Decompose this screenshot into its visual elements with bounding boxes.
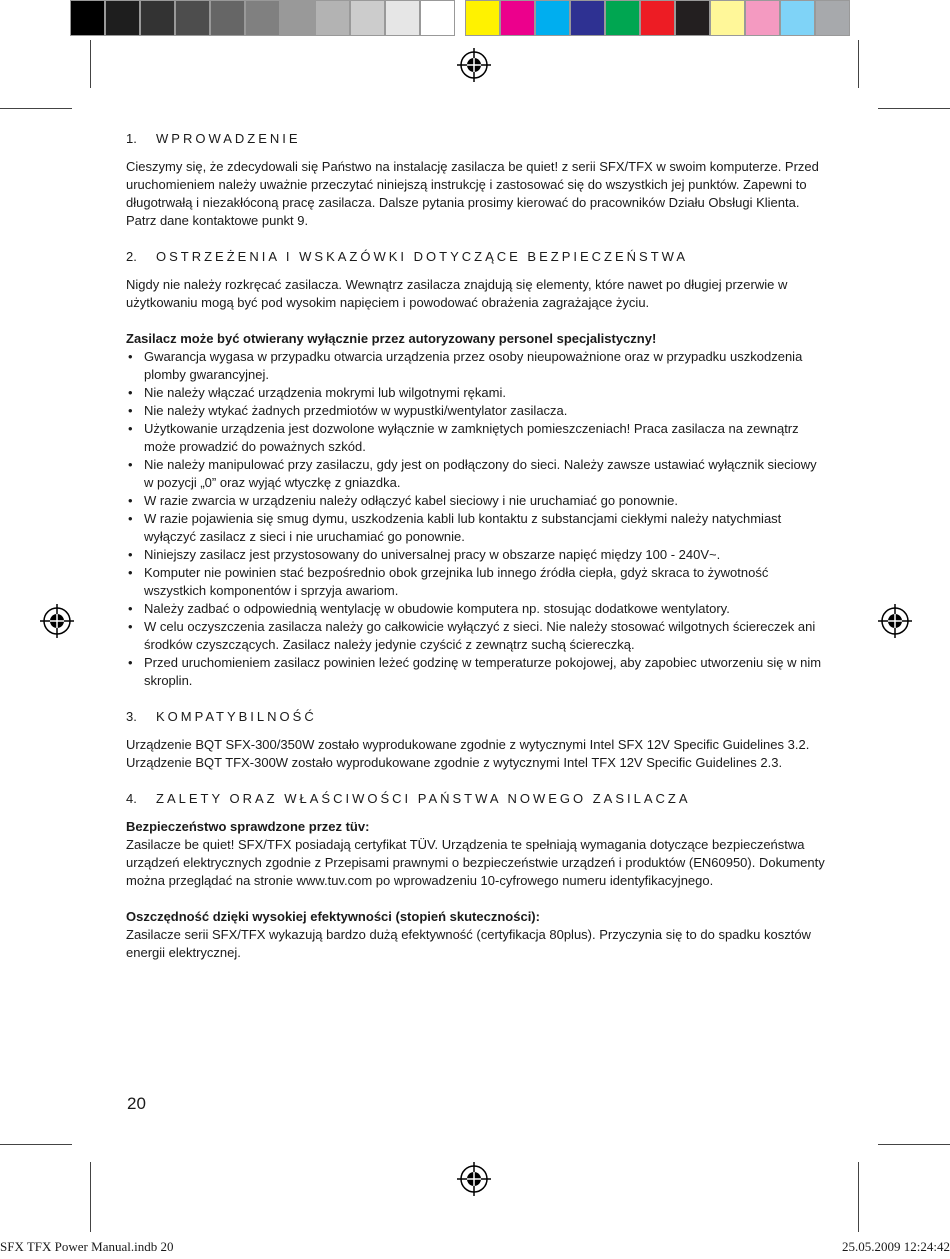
swatch	[245, 0, 280, 36]
crop-mark	[0, 1144, 72, 1145]
swatch	[105, 0, 140, 36]
footer-filename: SFX TFX Power Manual.indb 20	[0, 1239, 174, 1254]
paragraph: Zasilacze serii SFX/TFX wykazują bardzo dużą efektywność (certyfikacja 80plus). Przyczynia się to do spadku kosztów energii elektrycznej.	[126, 927, 811, 960]
swatch	[210, 0, 245, 36]
crop-mark	[90, 1162, 91, 1232]
bullet-list	[126, 348, 826, 690]
page-number: 20	[127, 1094, 146, 1113]
footer-timestamp: 25.05.2009 12:24:42	[842, 1239, 950, 1254]
section-title: KOMPATYBILNOŚĆ	[156, 709, 317, 724]
list-item: • Użytkowanie urządzenia jest dozwolone wyłącznie w zamkniętych pomieszczeniach! Praca zasilacza na zewnątrz może prowadzić do poważnych szkód.	[126, 420, 826, 456]
section-title: WPROWADZENIE	[156, 131, 301, 146]
swatch	[535, 0, 570, 36]
section-introduction	[126, 130, 826, 230]
color-calibration-bar	[70, 0, 850, 38]
section-number: 4.	[126, 791, 137, 806]
section-safety	[126, 248, 826, 690]
crop-mark	[858, 1162, 859, 1232]
paragraph: Urządzenie BQT TFX-300W zostało wyprodukowane zgodnie z wytycznymi Intel TFX 12V Specific Guidelines 2.3.	[126, 755, 783, 770]
section-heading	[126, 248, 826, 266]
list-item: • Przed uruchomieniem zasilacz powinien leżeć godzinę w temperaturze pokojowej, aby zapobiec utworzeniu się w nim skroplin.	[126, 654, 826, 690]
paragraph: Cieszymy się, że zdecydowali się Państwo na instalację zasilacza be quiet! z serii SFX/TFX w swoim komputerze. Przed uruchomieniem należy uważnie przeczytać niniejszą instrukcję i zastosować się do wszystkich jej punktów. Zapewni to długotrwałą i niezakłóconą pracę zasilacza. Dalsze pytania prosimy kierować do pracowników Działu Obsługi Klienta. Patrz dane kontaktowe punkt 9.	[126, 159, 819, 228]
section-title: ZALETY ORAZ WŁAŚCIWOŚCI PAŃSTWA NOWEGO ZASILACZA	[156, 791, 691, 806]
swatch	[280, 0, 315, 36]
section-features	[126, 790, 826, 962]
registration-mark-icon	[40, 604, 74, 638]
swatch	[465, 0, 500, 36]
swatch	[315, 0, 350, 36]
section-compatibility	[126, 708, 826, 772]
paragraph: Urządzenie BQT SFX-300/350W zostało wyprodukowane zgodnie z wytycznymi Intel SFX 12V Specific Guidelines 3.2.	[126, 737, 810, 752]
bold-heading: Zasilacz może być otwierany wyłącznie przez autoryzowany personel specjalistyczny!	[126, 331, 657, 346]
section-number: 1.	[126, 131, 137, 146]
section-number: 2.	[126, 249, 137, 264]
list-item: • Gwarancja wygasa w przypadku otwarcia urządzenia przez osoby nieupoważnione oraz w przypadku uszkodzenia plomby gwarancyjnej.	[126, 348, 826, 384]
section-number: 3.	[126, 709, 137, 724]
list-item: • W razie zwarcia w urządzeniu należy odłączyć kabel sieciowy i nie uruchamiać go ponownie.	[126, 492, 826, 510]
crop-mark	[858, 40, 859, 88]
swatch	[385, 0, 420, 36]
registration-mark-icon	[878, 604, 912, 638]
section-title: OSTRZEŻENIA I WSKAZÓWKI DOTYCZĄCE BEZPIECZEŃSTWA	[156, 249, 689, 264]
list-item: • Należy zadbać o odpowiednią wentylację w obudowie komputera np. stosując dodatkowe wentylatory.	[126, 600, 826, 618]
swatch	[420, 0, 455, 36]
crop-mark	[878, 108, 950, 109]
list-item: • W celu oczyszczenia zasilacza należy go całkowicie wyłączyć z sieci. Nie należy stosować wilgotnych ściereczek ani środków czyszczących. Zasilacz należy jedynie czyścić z zewnątrz suchą ściereczką.	[126, 618, 826, 654]
list-item: • Komputer nie powinien stać bezpośrednio obok grzejnika lub innego źródła ciepła, gdyż skraca to żywotność wszystkich komponentów i sprzyja awariom.	[126, 564, 826, 600]
swatch	[70, 0, 105, 36]
list-item: • Nie należy wtykać żadnych przedmiotów w wypustki/wentylator zasilacza.	[126, 402, 826, 420]
crop-mark	[90, 40, 91, 88]
swatch	[175, 0, 210, 36]
section-heading	[126, 708, 826, 726]
swatch	[140, 0, 175, 36]
section-heading	[126, 790, 826, 808]
swatch	[710, 0, 745, 36]
swatch	[745, 0, 780, 36]
list-item: • Nie należy manipulować przy zasilaczu, gdy jest on podłączony do sieci. Należy zawsze ustawiać wyłącznik sieciowy w pozycji „0” oraz wyjąć wtyczkę z gniazdka.	[126, 456, 826, 492]
swatch	[640, 0, 675, 36]
list-item: • Niniejszy zasilacz jest przystosowany do universalnej pracy w obszarze napięć między 100 - 240V~.	[126, 546, 826, 564]
swatch	[500, 0, 535, 36]
swatch	[815, 0, 850, 36]
list-item: • Nie należy włączać urządzenia mokrymi lub wilgotnymi rękami.	[126, 384, 826, 402]
list-item: • W razie pojawienia się smug dymu, uszkodzenia kabli lub kontaktu z substancjami ciekłymi należy natychmiast wyłączyć zasilacz z sieci i nie uruchamiać go ponownie.	[126, 510, 826, 546]
swatch	[350, 0, 385, 36]
section-heading	[126, 130, 826, 148]
document-body	[126, 130, 826, 980]
swatch	[605, 0, 640, 36]
swatch	[570, 0, 605, 36]
registration-mark-icon	[457, 1162, 491, 1196]
paragraph: Zasilacze be quiet! SFX/TFX posiadają certyfikat TÜV. Urządzenia te spełniają wymagania dotyczące bezpieczeństwa urządzeń elektrycznych zgodnie z Przepisami prawnymi o bezpieczeństwie urządzeń i produktów (EN60950). Dokumenty można przeglądać na stronie www.tuv.com po wprowadzeniu 10-cyfrowego numeru identyfikacyjnego.	[126, 837, 825, 888]
swatch	[675, 0, 710, 36]
registration-mark-icon	[457, 48, 491, 82]
subheading: Bezpieczeństwo sprawdzone przez tüv:	[126, 819, 370, 834]
crop-mark	[0, 108, 72, 109]
paragraph: Nigdy nie należy rozkręcać zasilacza. Wewnątrz zasilacza znajdują się elementy, które nawet po długiej przerwie w użytkowaniu mogą być pod wysokim napięciem i powodować obrażenia zagrażające życiu.	[126, 277, 788, 310]
subheading: Oszczędność dzięki wysokiej efektywności (stopień skuteczności):	[126, 909, 540, 924]
crop-mark	[878, 1144, 950, 1145]
swatch	[780, 0, 815, 36]
